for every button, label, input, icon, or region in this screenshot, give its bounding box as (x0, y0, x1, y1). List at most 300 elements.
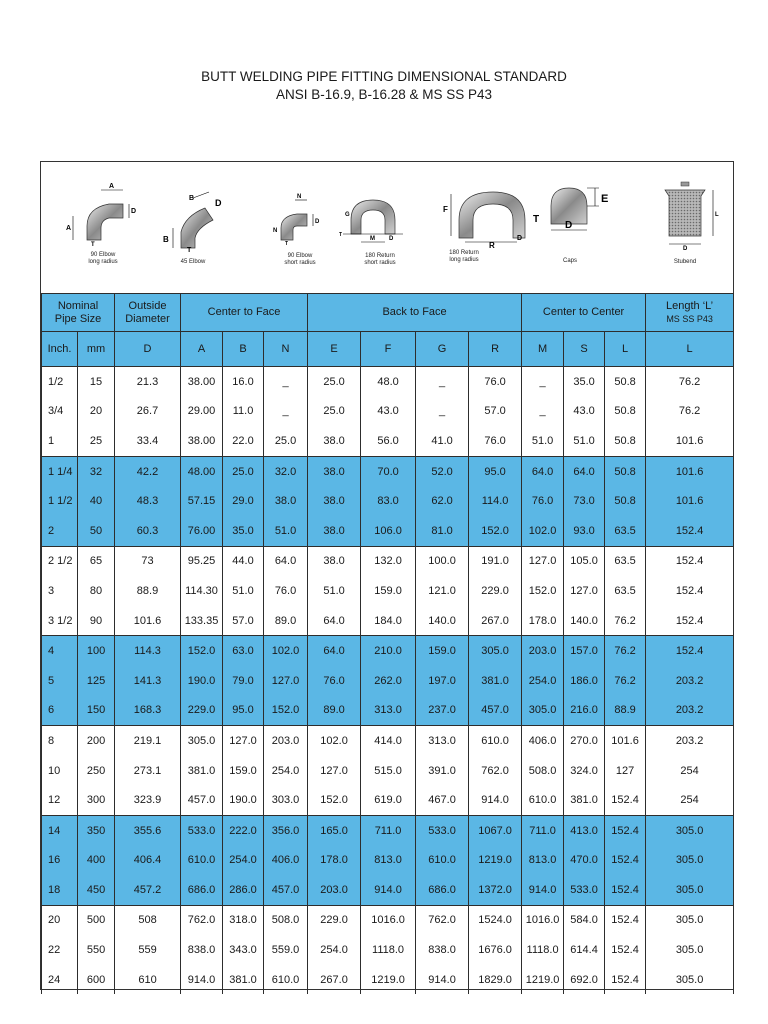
table-cell: 83.0 (361, 486, 416, 516)
table-cell: 692.0 (564, 965, 605, 995)
table-cell: 51.0 (223, 576, 264, 606)
table-row (42, 456, 734, 486)
table-cell: 21.3 (115, 367, 181, 397)
table-cell: 152.4 (605, 875, 646, 905)
column-header: E (308, 332, 361, 367)
table-cell: 102.0 (308, 726, 361, 756)
table-cell: 610 (115, 965, 181, 995)
table-cell: 152.4 (605, 846, 646, 876)
table-cell: 25.0 (308, 367, 361, 397)
table-cell: 51.0 (308, 576, 361, 606)
table-cell: 26.7 (115, 397, 181, 427)
table-cell: 200 (78, 726, 115, 756)
table-cell: 313.0 (361, 696, 416, 726)
table-cell: 152.4 (605, 935, 646, 965)
table-cell: 222.0 (223, 815, 264, 845)
elbow90s-dim-t: T (285, 241, 289, 246)
table-cell: 141.3 (115, 666, 181, 696)
return180l-dim-f: F (443, 205, 448, 214)
table-cell: 381.0 (223, 965, 264, 995)
table-cell: 614.4 (564, 935, 605, 965)
table-cell: 184.0 (361, 606, 416, 636)
table-cell: 186.0 (564, 666, 605, 696)
table-cell: 1219.0 (522, 965, 564, 995)
elbow45-dim-t: T (187, 247, 192, 252)
table-cell: 127.0 (522, 546, 564, 576)
table-cell: 762.0 (181, 905, 223, 935)
table-cell: 152.4 (605, 965, 646, 995)
table-cell: 5 (42, 666, 78, 696)
table-cell: 178.0 (522, 606, 564, 636)
table-cell: 76.2 (605, 636, 646, 666)
table-row (42, 726, 734, 756)
table-cell: 254.0 (522, 666, 564, 696)
table-cell: 229.0 (469, 576, 522, 606)
table-cell: 1 1/4 (42, 456, 78, 486)
table-cell: 406.0 (522, 726, 564, 756)
table-cell: 254.0 (223, 846, 264, 876)
table-cell: 57.0 (469, 397, 522, 427)
table-cell: 89.0 (308, 696, 361, 726)
table-cell: 254.0 (308, 935, 361, 965)
cap-fitting-figure (521, 180, 621, 240)
table-row (42, 846, 734, 876)
table-cell: 610.0 (416, 846, 469, 876)
table-cell: 35.0 (564, 367, 605, 397)
table-header-columns (42, 332, 734, 367)
header-center-to-center: Center to Center (522, 294, 646, 332)
table-cell: 60.3 (115, 516, 181, 546)
table-cell: 101.6 (646, 426, 734, 456)
table-row (42, 965, 734, 995)
table-cell: 63.5 (605, 546, 646, 576)
table-cell: 95.0 (223, 696, 264, 726)
table-cell: 22 (42, 935, 78, 965)
table-cell: 210.0 (361, 636, 416, 666)
table-cell: 50.8 (605, 367, 646, 397)
table-cell: 8 (42, 726, 78, 756)
table-cell: 25.0 (308, 397, 361, 427)
table-cell: 152.4 (646, 576, 734, 606)
table-cell: 303.0 (264, 785, 308, 815)
table-cell: 178.0 (308, 846, 361, 876)
table-cell: 88.9 (115, 576, 181, 606)
table-cell: 1524.0 (469, 905, 522, 935)
stubend-dim-l: L (715, 212, 719, 218)
table-cell: 12 (42, 785, 78, 815)
table-cell: 48.0 (361, 367, 416, 397)
table-cell: _ (522, 367, 564, 397)
table-cell: 152.4 (605, 785, 646, 815)
table-cell: 813.0 (522, 846, 564, 876)
table-cell: 43.0 (564, 397, 605, 427)
table-cell: 381.0 (469, 666, 522, 696)
table-cell: 305.0 (646, 875, 734, 905)
table-cell: 914.0 (181, 965, 223, 995)
header-center-to-face: Center to Face (181, 294, 308, 332)
table-cell: 203.0 (308, 875, 361, 905)
column-header: mm (78, 332, 115, 367)
cap-dim-e: E (601, 193, 609, 205)
return-180-long-radius-caption: 180 Return long radius (449, 250, 479, 263)
table-cell: 125 (78, 666, 115, 696)
table-cell: 76.0 (264, 576, 308, 606)
stubend-figure (647, 176, 723, 252)
elbow90s-dim-n-top: N (297, 194, 302, 200)
table-cell: 114.30 (181, 576, 223, 606)
table-cell: 63.5 (605, 576, 646, 606)
table-cell: 813.0 (361, 846, 416, 876)
table-cell: 515.0 (361, 756, 416, 786)
header-length-l (646, 294, 734, 332)
table-cell: 470.0 (564, 846, 605, 876)
table-cell: 25.0 (264, 426, 308, 456)
table-cell: 152.4 (646, 516, 734, 546)
table-cell: 76.2 (605, 666, 646, 696)
document-title (0, 68, 768, 104)
table-cell: 286.0 (223, 875, 264, 905)
table-cell: 101.6 (605, 726, 646, 756)
table-cell: 102.0 (264, 636, 308, 666)
table-cell: 159.0 (361, 576, 416, 606)
table-row (42, 666, 734, 696)
table-cell: 121.0 (416, 576, 469, 606)
table-cell: 610.0 (522, 785, 564, 815)
table-cell: 254 (646, 756, 734, 786)
table-cell: 38.0 (308, 456, 361, 486)
table-cell: _ (416, 397, 469, 427)
elbow90s-dim-d: D (315, 219, 320, 225)
table-cell: 127.0 (308, 756, 361, 786)
table-cell: 600 (78, 965, 115, 995)
table-cell: 88.9 (605, 696, 646, 726)
table-cell: 1829.0 (469, 965, 522, 995)
fittings-illustration-strip (41, 162, 733, 294)
table-cell: 105.0 (564, 546, 605, 576)
table-cell: 610.0 (469, 726, 522, 756)
table-cell: _ (264, 397, 308, 427)
table-cell: 76.0 (308, 666, 361, 696)
table-cell: 64.0 (308, 606, 361, 636)
table-cell: 584.0 (564, 905, 605, 935)
table-cell: 267.0 (469, 606, 522, 636)
table-cell: 305.0 (646, 846, 734, 876)
table-cell: 50.8 (605, 426, 646, 456)
table-cell: 1219.0 (361, 965, 416, 995)
cap-dim-t: T (533, 214, 540, 225)
table-cell: 90 (78, 606, 115, 636)
elbow90-dim-d: D (131, 208, 137, 215)
table-cell: 6 (42, 696, 78, 726)
table-cell: 73.0 (564, 486, 605, 516)
table-cell: 305.0 (181, 726, 223, 756)
table-cell: 168.3 (115, 696, 181, 726)
column-header: R (469, 332, 522, 367)
column-header: L (605, 332, 646, 367)
table-cell: 1 (42, 426, 78, 456)
table-cell: 391.0 (416, 756, 469, 786)
table-cell: 838.0 (416, 935, 469, 965)
table-cell: 305.0 (646, 815, 734, 845)
table-cell: 500 (78, 905, 115, 935)
elbow-90-short-radius-figure (259, 188, 323, 246)
table-cell: 838.0 (181, 935, 223, 965)
table-cell: 450 (78, 875, 115, 905)
table-cell: 273.1 (115, 756, 181, 786)
table-row (42, 905, 734, 935)
table-cell: 38.0 (308, 426, 361, 456)
table-cell: 79.0 (223, 666, 264, 696)
table-cell: _ (522, 397, 564, 427)
table-cell: 20 (42, 905, 78, 935)
column-header: A (181, 332, 223, 367)
table-cell: 127.0 (264, 666, 308, 696)
table-cell: 152.0 (181, 636, 223, 666)
return180s-dim-m: M (370, 236, 375, 242)
table-cell: 76.2 (646, 367, 734, 397)
table-cell: 457.0 (469, 696, 522, 726)
table-cell: 16.0 (223, 367, 264, 397)
column-header: S (564, 332, 605, 367)
table-cell: 152.4 (605, 905, 646, 935)
table-cell: 324.0 (564, 756, 605, 786)
table-cell: 150 (78, 696, 115, 726)
table-cell: 127.0 (564, 576, 605, 606)
elbow-90-long-radius-caption: 90 Elbow long radius (88, 252, 118, 265)
table-cell: 914.0 (416, 965, 469, 995)
table-cell: 533.0 (416, 815, 469, 845)
column-header: G (416, 332, 469, 367)
table-cell: 38.0 (308, 486, 361, 516)
column-header: L (646, 332, 734, 367)
table-cell: 323.9 (115, 785, 181, 815)
table-row (42, 756, 734, 786)
column-header: M (522, 332, 564, 367)
table-cell: 152.0 (264, 696, 308, 726)
table-cell: 356.0 (264, 815, 308, 845)
table-cell: 64.0 (308, 636, 361, 666)
elbow-45-figure (159, 188, 231, 252)
table-cell: 38.0 (264, 486, 308, 516)
table-cell: 62.0 (416, 486, 469, 516)
table-row (42, 935, 734, 965)
elbow-90-long-radius-figure (65, 182, 141, 246)
table-cell: 22.0 (223, 426, 264, 456)
table-cell: 1372.0 (469, 875, 522, 905)
table-cell: 73 (115, 546, 181, 576)
table-cell: 57.15 (181, 486, 223, 516)
table-cell: 1067.0 (469, 815, 522, 845)
table-cell: 10 (42, 756, 78, 786)
column-header: Inch. (42, 332, 78, 367)
table-cell: 152.4 (605, 815, 646, 845)
table-row (42, 426, 734, 456)
table-cell: 48.00 (181, 456, 223, 486)
table-cell: 51.0 (564, 426, 605, 456)
header-length-l-standard: MS SS P43 (666, 313, 713, 324)
table-cell: 76.2 (605, 606, 646, 636)
table-cell: 101.6 (115, 606, 181, 636)
table-cell: 262.0 (361, 666, 416, 696)
table-cell: 57.0 (223, 606, 264, 636)
table-cell: 381.0 (564, 785, 605, 815)
table-cell: 50.8 (605, 486, 646, 516)
table-cell: 63.5 (605, 516, 646, 546)
table-cell: 127.0 (223, 726, 264, 756)
table-cell: 50.8 (605, 397, 646, 427)
dimension-table (41, 293, 734, 994)
table-row (42, 815, 734, 845)
table-cell: 318.0 (223, 905, 264, 935)
table-cell: 102.0 (522, 516, 564, 546)
table-cell: 190.0 (181, 666, 223, 696)
table-cell: 762.0 (416, 905, 469, 935)
table-cell: 533.0 (564, 875, 605, 905)
table-cell: 203.2 (646, 726, 734, 756)
table-cell: 114.0 (469, 486, 522, 516)
table-cell: 355.6 (115, 815, 181, 845)
table-cell: 127 (605, 756, 646, 786)
table-cell: 50.8 (605, 456, 646, 486)
table-cell: 267.0 (308, 965, 361, 995)
table-cell: 619.0 (361, 785, 416, 815)
table-cell: 38.00 (181, 367, 223, 397)
table-cell: 1 1/2 (42, 486, 78, 516)
table-cell: 43.0 (361, 397, 416, 427)
table-cell: 100 (78, 636, 115, 666)
table-cell: 106.0 (361, 516, 416, 546)
elbow90-dim-a-top: A (109, 183, 115, 190)
table-cell: 406.4 (115, 846, 181, 876)
dimension-table-frame (40, 161, 734, 990)
elbow45-dim-b-left: B (163, 235, 169, 244)
header-length-l-title: Length ‘L’ (666, 299, 714, 312)
table-row (42, 516, 734, 546)
table-cell: 914.0 (469, 785, 522, 815)
table-cell: 38.00 (181, 426, 223, 456)
table-cell: 157.0 (564, 636, 605, 666)
table-cell: 14 (42, 815, 78, 845)
table-cell: 93.0 (564, 516, 605, 546)
cap-dim-d: D (565, 220, 573, 231)
table-cell: 140.0 (416, 606, 469, 636)
table-row (42, 546, 734, 576)
table-cell: 152.0 (469, 516, 522, 546)
table-cell: 508.0 (264, 905, 308, 935)
header-nominal-pipe-size: Nominal Pipe Size (42, 294, 115, 332)
title-line-1: BUTT WELDING PIPE FITTING DIMENSIONAL STANDARD (201, 69, 567, 84)
table-cell: 3/4 (42, 397, 78, 427)
table-cell: 413.0 (564, 815, 605, 845)
table-cell: 3 (42, 576, 78, 606)
table-cell: 313.0 (416, 726, 469, 756)
table-body (42, 367, 734, 995)
table-cell: 100.0 (416, 546, 469, 576)
table-cell: 64.0 (522, 456, 564, 486)
table-cell: 51.0 (264, 516, 308, 546)
table-cell: 610.0 (264, 965, 308, 995)
table-cell: 80 (78, 576, 115, 606)
table-cell: 457.0 (264, 875, 308, 905)
elbow-45-caption: 45 Elbow (180, 259, 206, 265)
table-cell: 686.0 (181, 875, 223, 905)
return180s-dim-t: T (339, 232, 343, 238)
table-cell: 305.0 (469, 636, 522, 666)
table-cell: 101.6 (646, 486, 734, 516)
table-cell: 559 (115, 935, 181, 965)
table-cell: 56.0 (361, 426, 416, 456)
table-cell: 70.0 (361, 456, 416, 486)
elbow-90-short-radius-caption: 90 Elbow short radius (284, 253, 316, 266)
table-cell: 76.0 (469, 426, 522, 456)
table-cell: 41.0 (416, 426, 469, 456)
table-cell: 711.0 (361, 815, 416, 845)
table-cell: 101.6 (646, 456, 734, 486)
table-cell: 1118.0 (522, 935, 564, 965)
table-cell: 32.0 (264, 456, 308, 486)
table-cell: 132.0 (361, 546, 416, 576)
table-row (42, 636, 734, 666)
table-cell: 51.0 (522, 426, 564, 456)
table-row (42, 367, 734, 397)
table-cell: 533.0 (181, 815, 223, 845)
table-cell: 81.0 (416, 516, 469, 546)
table-cell: 250 (78, 756, 115, 786)
table-cell: 42.2 (115, 456, 181, 486)
table-cell: 1118.0 (361, 935, 416, 965)
table-cell: 32 (78, 456, 115, 486)
table-cell: 457.2 (115, 875, 181, 905)
table-cell: 152.0 (522, 576, 564, 606)
column-header: F (361, 332, 416, 367)
column-header: D (115, 332, 181, 367)
table-cell: 76.00 (181, 516, 223, 546)
column-header: B (223, 332, 264, 367)
table-cell: 270.0 (564, 726, 605, 756)
table-cell: 1016.0 (361, 905, 416, 935)
table-cell: 203.0 (264, 726, 308, 756)
table-cell: 65 (78, 546, 115, 576)
table-cell: 11.0 (223, 397, 264, 427)
table-cell: 203.2 (646, 696, 734, 726)
table-cell: 4 (42, 636, 78, 666)
table-cell: 76.0 (469, 367, 522, 397)
return-180-short-radius-figure (337, 190, 417, 246)
table-cell: 38.0 (308, 546, 361, 576)
elbow45-dim-d: D (215, 198, 222, 208)
header-outside-diameter: Outside Diameter (115, 294, 181, 332)
table-cell: 52.0 (416, 456, 469, 486)
table-row (42, 486, 734, 516)
table-cell: 190.0 (223, 785, 264, 815)
table-row (42, 875, 734, 905)
table-cell: 35.0 (223, 516, 264, 546)
table-cell: 29.00 (181, 397, 223, 427)
table-cell: 40 (78, 486, 115, 516)
table-cell: 711.0 (522, 815, 564, 845)
table-cell: 2 (42, 516, 78, 546)
table-cell: 343.0 (223, 935, 264, 965)
table-cell: 305.0 (646, 905, 734, 935)
table-cell: _ (264, 367, 308, 397)
table-cell: 467.0 (416, 785, 469, 815)
table-cell: 914.0 (361, 875, 416, 905)
table-cell: 254.0 (264, 756, 308, 786)
table-cell: 159.0 (223, 756, 264, 786)
table-cell: 508.0 (522, 756, 564, 786)
table-cell: 762.0 (469, 756, 522, 786)
table-cell: 16 (42, 846, 78, 876)
